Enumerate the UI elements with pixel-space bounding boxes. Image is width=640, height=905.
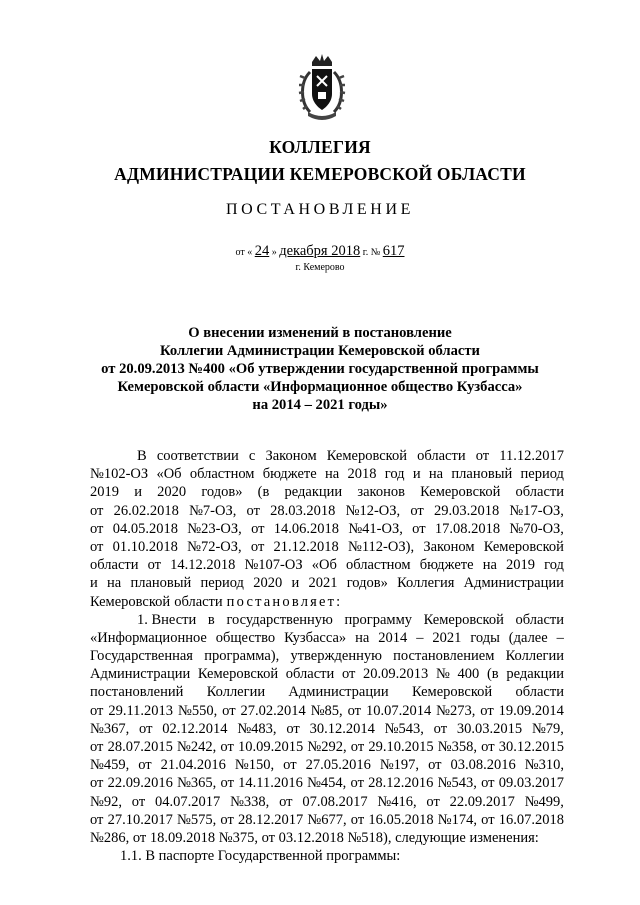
body-word: от — [426, 793, 440, 810]
body-word: бюджете — [419, 557, 474, 574]
body-word: №41-ОЗ, — [348, 520, 403, 537]
body-word: на — [482, 557, 497, 574]
title-line: Кемеровской области «Информационное общество Кузбасса» — [117, 379, 523, 395]
body-line — [90, 665, 564, 683]
body-line — [90, 829, 564, 847]
body-word: от — [481, 811, 495, 828]
body-word: от — [90, 702, 104, 719]
body-line — [90, 811, 564, 829]
body-word: №242, — [177, 739, 217, 755]
organization-line-1: КОЛЛЕГИЯ — [269, 137, 371, 157]
body-word: 04.05.2018 — [112, 520, 178, 537]
body-word: №454, — [307, 775, 347, 792]
body-word: №72-ОЗ, — [187, 538, 242, 555]
body-word: области — [515, 484, 564, 501]
body-word: от — [90, 739, 104, 755]
body-word: №459, — [90, 757, 130, 774]
body-word: области — [515, 684, 564, 701]
body-word: №365, — [177, 775, 217, 792]
body-word: Кузбасса» — [284, 629, 347, 646]
body-word: Администрации — [90, 666, 191, 683]
body-word: годы — [470, 629, 500, 646]
body-word: №17-ОЗ, — [509, 502, 564, 519]
body-word: №7-ОЗ, — [189, 502, 237, 519]
body-word: Кемеровской — [411, 684, 493, 701]
body-word: редакции — [506, 666, 564, 683]
body-word: 2019 — [90, 484, 119, 501]
body-line — [90, 465, 564, 483]
body-word: №543, — [384, 720, 424, 737]
body-word: 11.12.2017 — [499, 448, 564, 464]
title-line: О внесении изменений в постановление — [188, 325, 452, 341]
body-word: 400 — [457, 666, 480, 683]
body-line — [90, 611, 564, 629]
body-word: от — [412, 520, 426, 537]
body-word: и — [291, 575, 300, 592]
body-line — [90, 738, 564, 756]
body-word: области — [174, 593, 223, 610]
body-word: 28.07.2015 — [107, 739, 173, 755]
date-line — [0, 243, 640, 260]
body-word: 22.09.2017 — [449, 793, 515, 810]
body-word: от — [246, 502, 260, 519]
body-word: от — [286, 720, 300, 737]
body-word: «Об — [311, 557, 337, 574]
body-word: №483, — [237, 720, 277, 737]
body-word: 10.07.2014 — [365, 702, 432, 719]
body-word: – — [416, 629, 424, 646]
body-word: 22.09.2016 — [107, 775, 173, 792]
body-line — [90, 647, 564, 665]
body-word: от — [283, 757, 297, 774]
body-word: Законом — [265, 448, 317, 464]
body-word: от — [90, 775, 104, 792]
body-word: от — [279, 793, 293, 810]
body-word: №499, — [524, 793, 564, 810]
body-word: от — [410, 502, 424, 519]
body-word: 1. Внести — [137, 611, 197, 628]
body-word: 14.12.2018 — [170, 557, 236, 574]
body-word: 26.02.2018 — [113, 502, 179, 519]
body-line — [90, 756, 564, 774]
body-word: от — [481, 775, 495, 792]
date-close-quote: » — [271, 247, 277, 258]
body-word: и — [412, 466, 421, 483]
body-word: Кемеровской — [90, 593, 171, 610]
body-word: 2021 — [432, 629, 462, 646]
body-word: области — [285, 666, 335, 683]
body-word: «Об — [156, 466, 182, 483]
body-word: государственную — [226, 611, 333, 628]
body-word: №107-ОЗ — [244, 557, 303, 574]
body-word: №543, — [437, 775, 477, 792]
body-word: общество — [215, 629, 276, 646]
body-line — [90, 702, 564, 720]
body-word: от — [222, 702, 236, 719]
body-word: В — [137, 448, 147, 464]
body-word: 16.05.2018 — [368, 811, 434, 828]
body-word: 27.10.2017 — [107, 811, 173, 828]
body-line — [90, 483, 564, 501]
body-word: утвержденную — [290, 648, 382, 665]
body-line — [90, 629, 564, 647]
body-word: Законом — [423, 538, 475, 555]
body-word: 16.07.2018 — [498, 811, 564, 828]
body-word: 03.08.2016 — [450, 757, 516, 774]
body-word: от — [250, 538, 265, 555]
body-word: от — [138, 757, 152, 774]
body-word: №677, — [307, 811, 347, 828]
body-word: области — [515, 611, 564, 628]
body-word: 28.12.2016 — [368, 775, 434, 792]
body-word: «Информационное — [90, 629, 207, 646]
body-word: 28.12.2017 — [237, 811, 304, 828]
body-word: постановлений — [90, 684, 184, 701]
body-word: №358, — [437, 739, 477, 755]
body-word: 17.08.2018 — [434, 520, 501, 537]
date-year-number-prefix: г. № — [362, 247, 381, 258]
body-word: с — [248, 448, 256, 464]
body-word: постановлением — [393, 648, 495, 665]
body-line — [90, 720, 564, 738]
body-word: 14.11.2016 — [238, 775, 303, 792]
body-word: от — [90, 811, 104, 828]
body-word: годов» — [346, 575, 388, 592]
body-word: программа), — [204, 648, 280, 665]
body-word: Кемеровской — [197, 666, 279, 683]
body-word: 01.10.2018 — [112, 538, 178, 555]
body-word: Администрации — [288, 684, 389, 701]
body-word: 07.08.2017 — [302, 793, 368, 810]
body-word: плановый — [130, 575, 192, 592]
body-word: от — [480, 702, 494, 719]
body-word: 1.1. В паспорте Государственной программы: — [120, 848, 401, 865]
body-word: и — [90, 575, 98, 592]
body-word: год — [544, 557, 564, 574]
body-word: №367, — [90, 720, 130, 737]
body-line — [90, 774, 564, 792]
body-word: от — [350, 775, 364, 792]
body-word: редакции — [284, 484, 343, 501]
body-word: Кемеровской — [420, 484, 501, 501]
body-word: бюджете — [262, 466, 317, 483]
body-word: 19.09.2014 — [498, 702, 564, 719]
body-word: год — [384, 466, 405, 483]
body-word: 2020 — [157, 484, 187, 501]
body-word: на — [324, 466, 340, 483]
body-word: №292, — [307, 739, 347, 755]
date-prefix: от « — [235, 247, 253, 258]
body-word: и — [134, 484, 142, 501]
body-line — [90, 520, 564, 538]
body-word: в — [207, 611, 215, 628]
body-word: от — [131, 793, 146, 810]
body-word: от — [251, 520, 265, 537]
body-word: №286, от 18.09.2018 №375, от 03.12.2018 №518), следующие изменения: — [90, 829, 539, 846]
body-word: 30.12.2015 — [498, 739, 564, 755]
body-word: 21.12.2018 — [273, 538, 339, 555]
body-word: 2018 — [347, 466, 377, 483]
body-word: №550, — [178, 702, 218, 719]
body-word: 28.03.2018 — [270, 502, 336, 519]
body-word: Администрации — [463, 575, 564, 592]
body-word: 2019 — [506, 557, 535, 574]
title-line: от 20.09.2013 №400 «Об утверждении государственной программы — [101, 361, 539, 377]
body-word: Коллегия — [397, 575, 455, 592]
body-word: плановый — [451, 466, 513, 483]
body-word: 09.03.2017 — [498, 775, 564, 792]
body-line — [90, 447, 564, 465]
body-word: Кемеровской — [423, 611, 504, 628]
body-word: 10.09.2015 — [237, 739, 304, 755]
body-word: №150, — [234, 757, 275, 774]
body-word: 30.03.2015 — [456, 720, 523, 737]
body-word: от — [220, 739, 234, 755]
body-line — [90, 538, 564, 556]
body-word: от — [90, 520, 104, 537]
body-line — [90, 556, 564, 574]
body-word: №102-ОЗ — [90, 466, 149, 483]
body-word: на — [428, 466, 444, 483]
body-word: №197, — [379, 757, 420, 774]
body-word: (в — [486, 666, 499, 683]
document-type: ПОСТАНОВЛЕНИЕ — [226, 201, 414, 218]
body-word: от — [220, 811, 234, 828]
body-word: Кемеровской — [483, 538, 564, 555]
body-word: №174, — [437, 811, 477, 828]
title-line: на 2014 – 2021 годы» — [252, 397, 388, 413]
body-word: (далее — [508, 629, 548, 646]
body-line — [90, 593, 564, 611]
body-word: №79, — [531, 720, 564, 737]
body-word: 30.12.2014 — [309, 720, 375, 737]
body-word: №23-ОЗ, — [187, 520, 242, 537]
body-word: 27.02.2014 — [240, 702, 306, 719]
body-word: период — [200, 575, 244, 592]
body-word: 29.11.2013 — [108, 702, 174, 719]
body-word: от — [347, 702, 361, 719]
body-line — [90, 847, 564, 865]
body-word: №92, — [90, 793, 122, 810]
body-word: на — [355, 629, 370, 646]
body-word: программу — [344, 611, 413, 628]
body-word: от — [220, 775, 234, 792]
coat-of-arms-icon — [296, 52, 348, 124]
body-word: от — [90, 538, 104, 555]
body-word: №12-ОЗ, — [345, 502, 401, 519]
body-word: 2014 — [378, 629, 408, 646]
body-word: 27.05.2016 — [305, 757, 371, 774]
body-word: законов — [357, 484, 405, 501]
body-word: годов» — [201, 484, 243, 501]
body-word: № — [435, 666, 450, 683]
body-word: период — [520, 466, 564, 483]
body-word: от — [139, 720, 153, 737]
title-line: Коллегии Администрации Кемеровской области — [160, 343, 480, 359]
body-word: 29.10.2015 — [368, 739, 434, 755]
body-word: от — [147, 557, 161, 574]
spaced-word: постановляет: — [226, 593, 343, 610]
body-line — [90, 683, 564, 701]
body-word: от — [475, 448, 490, 464]
body-word: областном — [345, 557, 411, 574]
document-number: 617 — [382, 243, 405, 259]
body-word: от — [90, 502, 104, 519]
body-word: областном — [189, 466, 255, 483]
body-word: от — [350, 739, 365, 755]
body-word: №273, — [436, 702, 476, 719]
body-word: №85, — [310, 702, 343, 719]
body-word: на — [107, 575, 122, 592]
document-title — [60, 324, 580, 414]
body-word: – — [556, 629, 564, 646]
body-word: (в — [257, 484, 270, 501]
document-body — [90, 447, 564, 865]
body-word: №70-ОЗ, — [509, 520, 564, 537]
body-word: от — [428, 757, 442, 774]
body-line — [90, 793, 564, 811]
body-word: Кемеровской — [326, 448, 407, 464]
body-word: 2021 — [308, 575, 338, 592]
body-word: 21.04.2016 — [160, 757, 226, 774]
body-word: 2020 — [253, 575, 283, 592]
body-word: №112-ОЗ), — [348, 538, 415, 555]
body-word: №338, — [230, 793, 270, 810]
body-word: от — [341, 666, 356, 683]
body-word: 20.09.2013 — [363, 666, 429, 683]
date-month-year: декабря 2018 — [279, 243, 361, 259]
body-line — [90, 574, 564, 592]
body-word: области — [90, 557, 139, 574]
body-word: области — [417, 448, 466, 464]
body-word: 29.03.2018 — [433, 502, 500, 519]
body-word: Коллегии — [206, 684, 266, 701]
body-word: Коллегии — [505, 648, 564, 665]
body-word: соответствии — [156, 448, 239, 464]
organization-line-2: АДМИНИСТРАЦИИ КЕМЕРОВСКОЙ ОБЛАСТИ — [114, 164, 526, 184]
body-word: 04.07.2017 — [155, 793, 221, 810]
body-word: №310, — [524, 757, 564, 774]
body-word: 14.06.2018 — [273, 520, 340, 537]
body-line — [90, 502, 564, 520]
body-word: от — [481, 739, 495, 755]
date-day: 24 — [254, 243, 270, 259]
body-word: №416, — [377, 793, 417, 810]
city: г. Кемерово — [295, 262, 345, 273]
body-word: от — [350, 811, 365, 828]
body-word: 02.12.2014 — [162, 720, 228, 737]
body-word: №575, — [177, 811, 217, 828]
body-word: Государственная — [90, 648, 193, 665]
body-word: от — [433, 720, 448, 737]
